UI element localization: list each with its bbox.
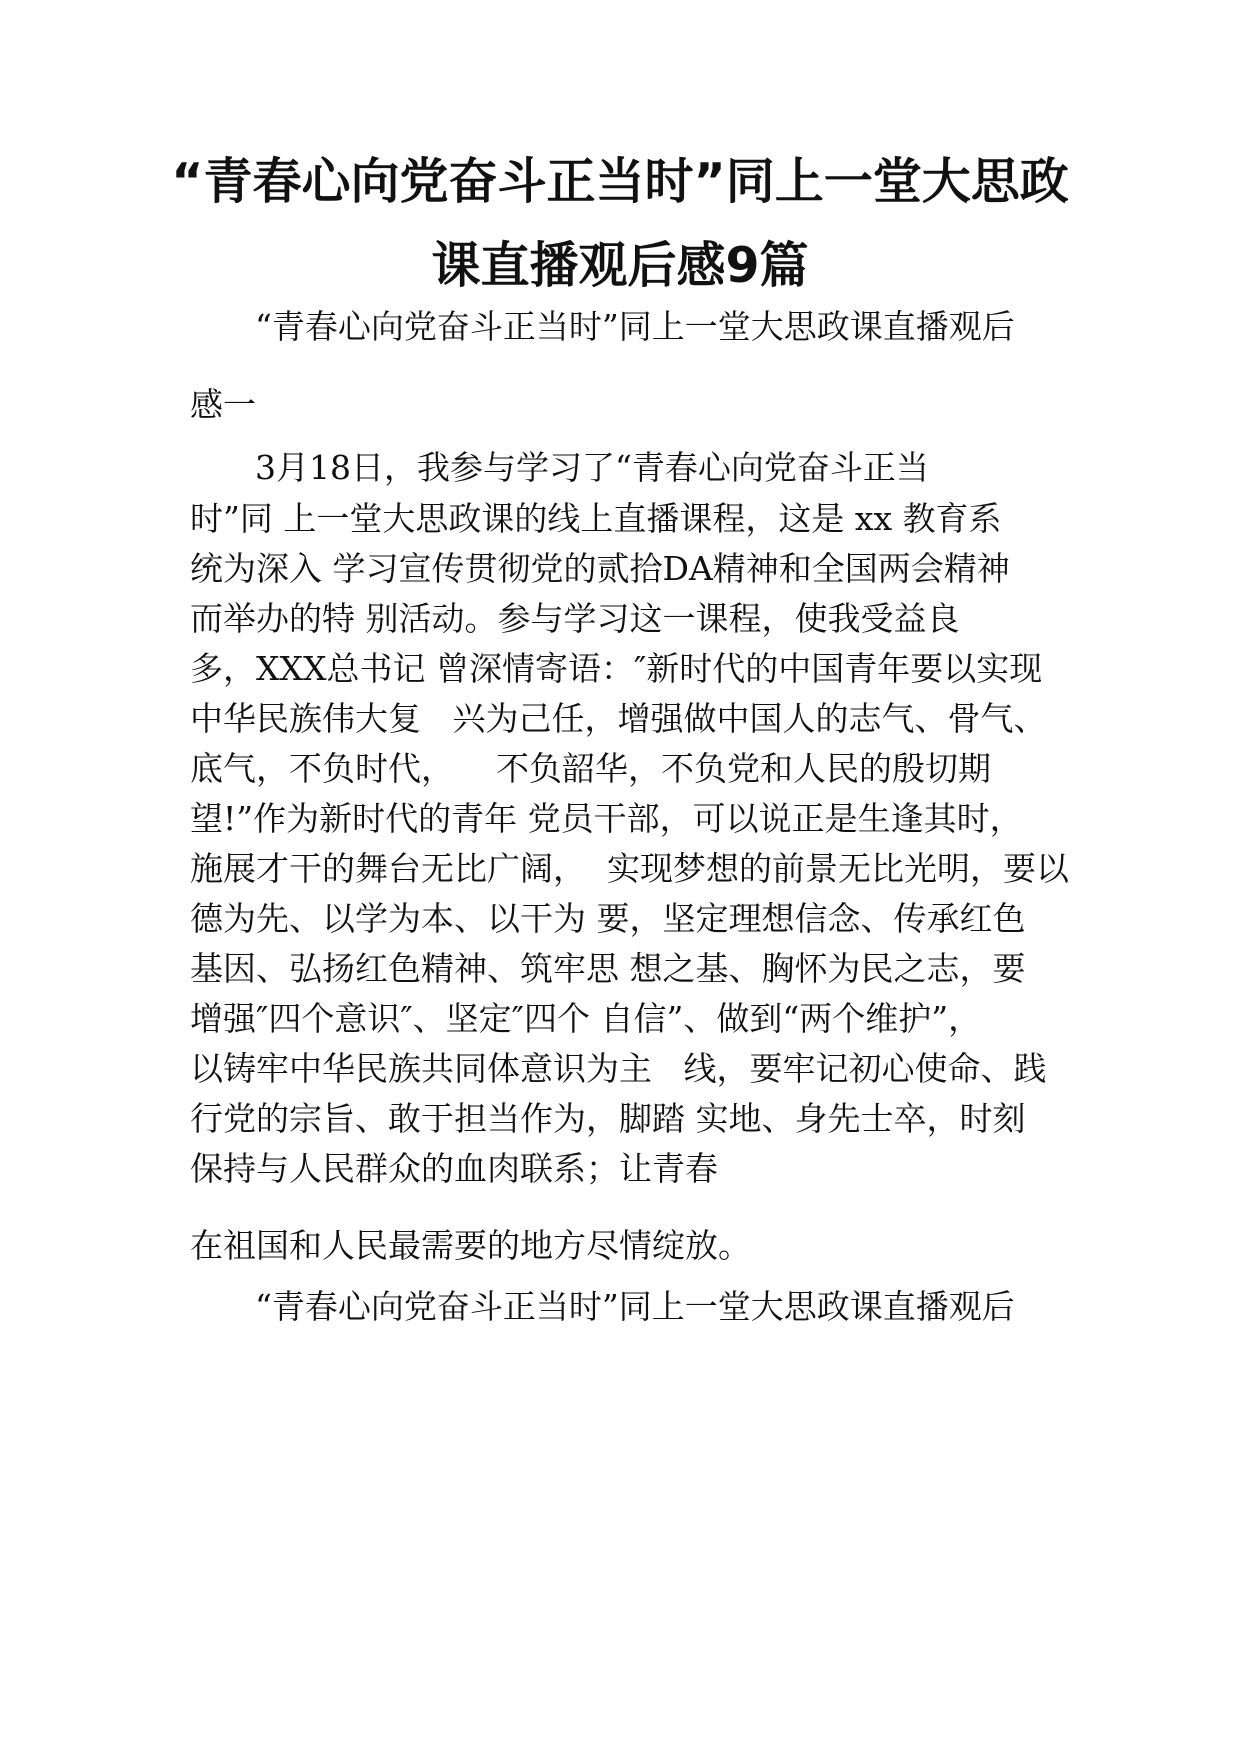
paragraph-line: 施展才干的舞台无比广阔， 实现梦想的前景无比光明，要以	[190, 849, 1069, 888]
paragraph-line: 中华民族伟大复 兴为己任，增强做中国人的志气、骨气、	[190, 699, 1047, 738]
paragraph-line: 3月18日，我参与学习了“青春心向党奋斗正当	[255, 448, 929, 487]
paragraph-line: 而举办的特 别活动。参与学习这一课程，使我受益良	[190, 599, 960, 638]
document-title-line-2: 课直播观后感9篇	[431, 237, 809, 294]
paragraph-line: 底气，不负时代， 不负韶华，不负党和人民的殷切期	[190, 749, 991, 788]
paragraph-line: 望!”作为新时代的青年 党员干部，可以说正是生逢其时，	[190, 799, 1023, 838]
section-heading-line: “青春心向党奋斗正当时”同上一堂大思政课直播观后	[255, 307, 1015, 346]
section-heading-line: 感一	[190, 385, 256, 424]
paragraph-line: 以铸牢中华民族共同体意识为主 线，要牢记初心使命、践	[190, 1049, 1047, 1088]
paragraph-line: 基因、弘扬红色精神、筑牢思 想之基、胸怀为民之志，要	[190, 949, 1026, 988]
paragraph-line: 行党的宗旨、敢于担当作为，脚踏 实地、身先士卒，时刻	[190, 1099, 1026, 1138]
paragraph-line: 统为深入 学习宣传贯彻党的贰拾DA精神和全国两会精神	[190, 549, 1010, 588]
section-heading-line: “青春心向党奋斗正当时”同上一堂大思政课直播观后	[255, 1287, 1015, 1326]
document-title-line-1: “青春心向党奋斗正当时”同上一堂大思政	[171, 153, 1069, 210]
paragraph-line: 增强″四个意识″、坚定″四个 自信”、做到“两个维护”，	[190, 999, 982, 1038]
paragraph-line: 保持与人民群众的血肉联系；让青春	[190, 1149, 718, 1188]
paragraph-line: 德为先、以学为本、以干为 要，坚定理想信念、传承红色	[190, 899, 1026, 938]
paragraph-line: 多，XXX总书记 曾深情寄语：″新时代的中国青年要以实现	[190, 649, 1043, 688]
paragraph-line: 在祖国和人民最需要的地方尽情绽放。	[190, 1226, 751, 1265]
paragraph-line: 时”同 上一堂大思政课的线上直播课程，这是 xx 教育系	[190, 499, 1002, 538]
